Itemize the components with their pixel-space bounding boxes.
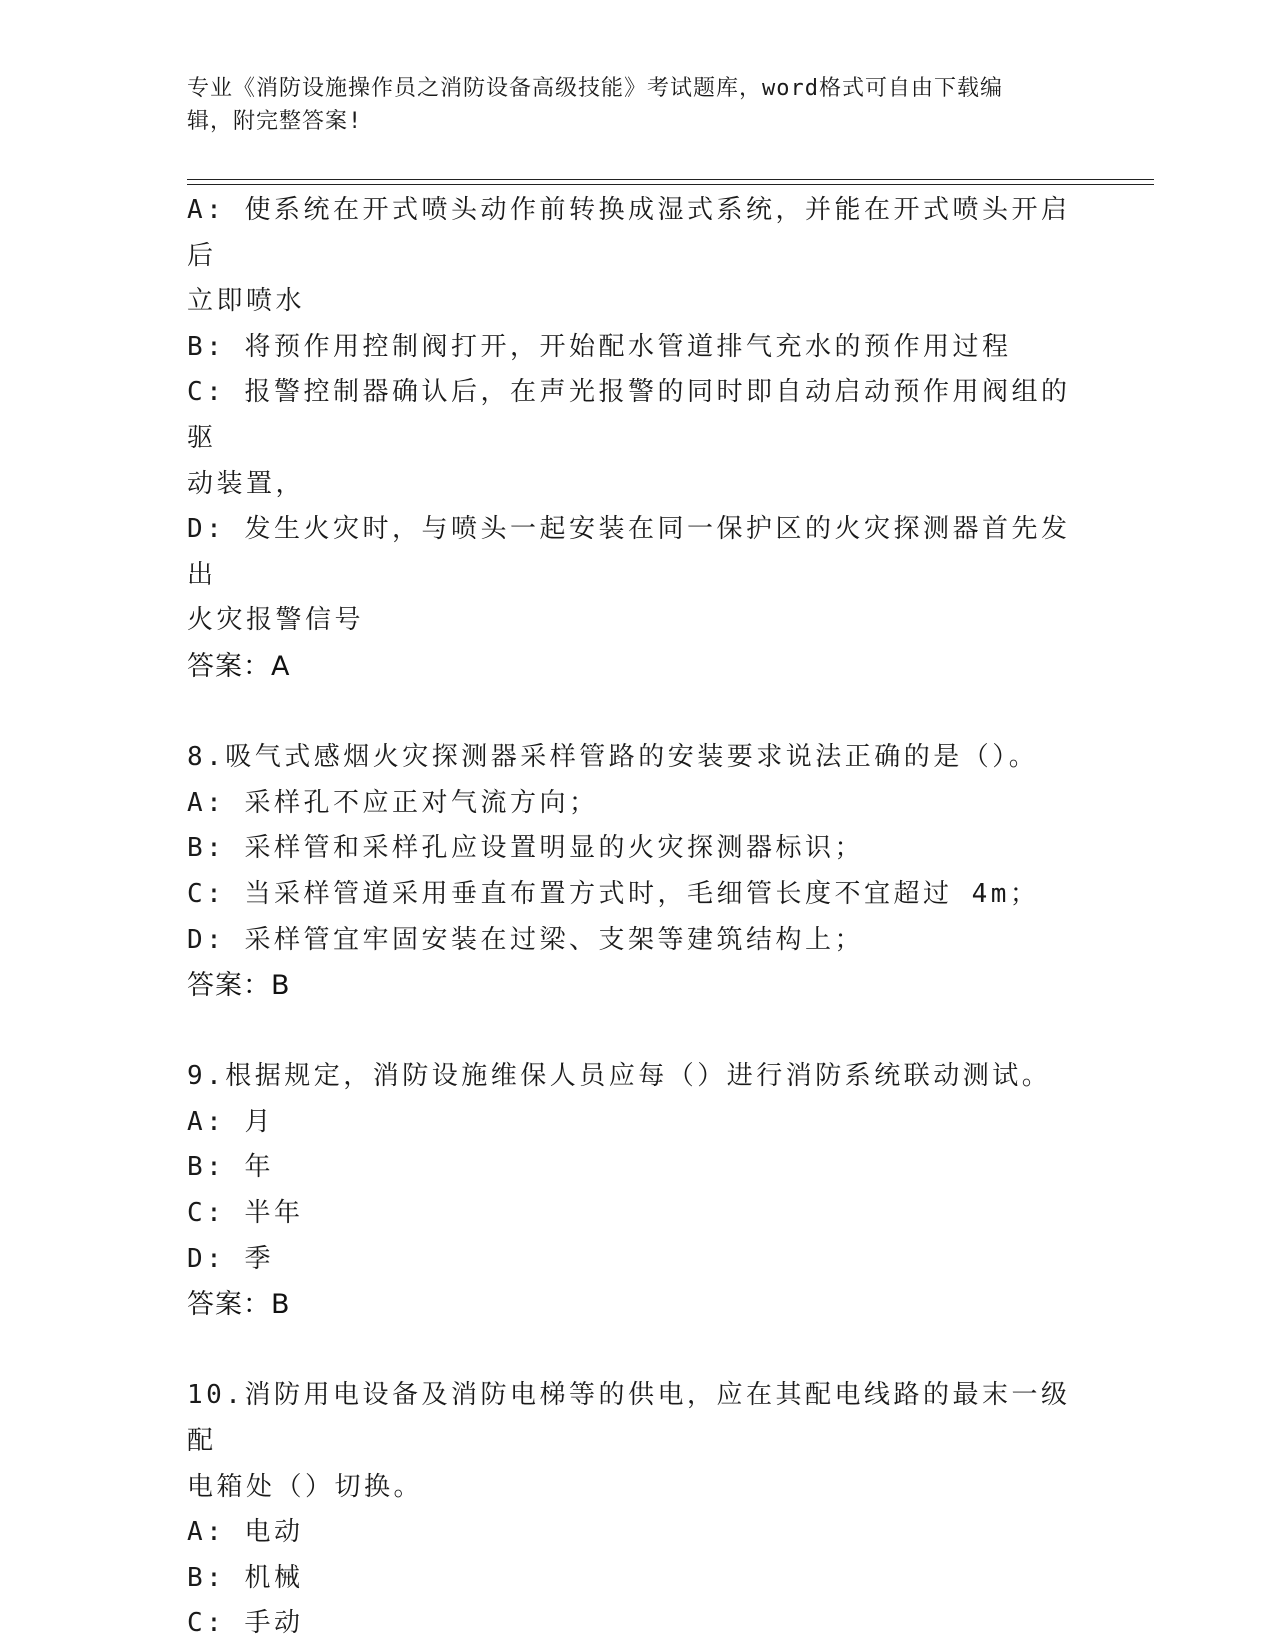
question-7 <box>187 188 1077 690</box>
question-text-line-2: 电箱处（）切换。 <box>187 1471 424 1502</box>
spacer <box>187 1328 1077 1374</box>
question-9 <box>187 1054 1077 1328</box>
answer: 答案：A <box>187 650 291 682</box>
option-d-line-1: D: 发生火灾时，与喷头一起安装在同一保护区的火灾探测器首先发出 <box>187 514 1071 590</box>
answer: 答案：B <box>187 970 291 1002</box>
option-a: A: 电动 <box>187 1517 304 1548</box>
question-8 <box>187 735 1077 1009</box>
option-d: D: 季 <box>187 1243 274 1274</box>
option-c: C: 当采样管道采用垂直布置方式时，毛细管长度不宜超过 4m； <box>187 878 1040 909</box>
header-divider-bottom <box>187 184 1154 185</box>
option-c: C: 手动 <box>187 1608 304 1639</box>
option-b: B: 将预作用控制阀打开，开始配水管道排气充水的预作用过程 <box>187 331 1012 362</box>
option-c-line-1: C: 报警控制器确认后，在声光报警的同时即自动启动预作用阀组的驱 <box>187 377 1071 453</box>
question-text-line-1: 10.消防用电设备及消防电梯等的供电，应在其配电线路的最末一级配 <box>187 1380 1071 1457</box>
header-line-1: 专业《消防设施操作员之消防设备高级技能》考试题库，word格式可自由下载编 <box>187 76 1003 101</box>
question-text: 8.吸气式感烟火灾探测器采样管路的安装要求说法正确的是（）。 <box>187 742 1039 773</box>
question-list <box>187 188 1077 1647</box>
option-c: C: 半年 <box>187 1198 304 1229</box>
answer: 答案：B <box>187 1289 291 1321</box>
option-c-line-2: 动装置， <box>187 468 306 499</box>
document-header <box>187 72 1067 138</box>
question-10 <box>187 1373 1077 1647</box>
option-d: D: 采样管宜牢固安装在过梁、支架等建筑结构上； <box>187 924 864 955</box>
question-text: 9.根据规定，消防设施维保人员应每（）进行消防系统联动测试。 <box>187 1061 1052 1092</box>
option-d-line-2: 火灾报警信号 <box>187 605 365 636</box>
option-b: B: 年 <box>187 1152 274 1183</box>
header-divider-top <box>187 179 1154 180</box>
spacer <box>187 690 1077 736</box>
header-line-2: 辑，附完整答案! <box>187 109 363 134</box>
option-a: A: 采样孔不应正对气流方向； <box>187 787 599 818</box>
option-a-line-1: A: 使系统在开式喷头动作前转换成湿式系统，并能在开式喷头开启后 <box>187 195 1071 271</box>
option-b: B: 采样管和采样孔应设置明显的火灾探测器标识； <box>187 833 864 864</box>
option-a-line-2: 立即喷水 <box>187 286 306 317</box>
spacer <box>187 1009 1077 1055</box>
option-a: A: 月 <box>187 1106 274 1137</box>
option-b: B: 机械 <box>187 1562 304 1593</box>
